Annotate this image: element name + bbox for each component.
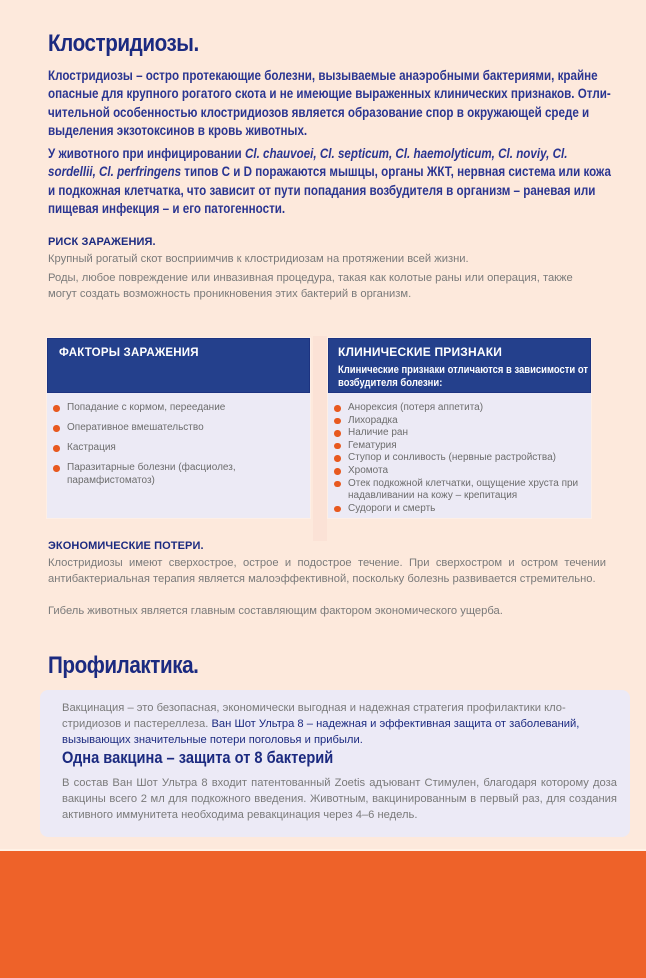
list-item <box>47 462 310 487</box>
bullet-icon <box>53 465 60 472</box>
bullet-icon <box>334 506 341 513</box>
list-item-text: Ступор и сонливость (нервные растройства) <box>348 452 556 464</box>
economic-paragraph-1: Клостридиозы имеют сверхострое, острое и подострое течение. При сверхостром и остром течении антибактериальная терапия является малоэффективной, поскольку болезнь развивается стремительно. <box>48 557 606 585</box>
factors-box-title: ФАКТОРЫ ЗАРАЖЕНИЯ <box>59 347 199 359</box>
species-list: Cl. chauvoei, Cl. septicum, Cl. haemolyticum, Cl. noviy, Cl. sordellii, Cl. perfringens <box>48 146 568 180</box>
list-item-text: Хромота <box>348 464 389 476</box>
bullet-icon <box>334 455 341 462</box>
prophylaxis-subtitle: Одна вакцина – защита от 8 бактерий <box>62 748 334 767</box>
list-item-text: Попадание с кормом, переедание <box>67 402 226 413</box>
list-item <box>47 422 310 435</box>
list-item <box>328 427 591 440</box>
prophylaxis-paragraph-2: В состав Ван Шот Ультра 8 входит патентованный Zoetis адъювант Стимулен, благодаря которому доза вакцины всего 2 мл для подкожного введения. Животным, вакцинированным в первый раз, для создания активного иммунитета необходима ревакцинация через 4–6 недель. <box>62 777 617 821</box>
bullet-icon <box>334 481 341 488</box>
prophylaxis-paragraph-1 <box>62 700 617 748</box>
vaccination-text: Вакцинация – это безопасная, экономически выгодная и надежная стратегия профилактики клостридиозов и пастереллеза. <box>62 702 566 730</box>
section-title-prophylaxis: Профилактика. <box>48 652 199 679</box>
risk-paragraph-2: Роды, любое повреждение или инвазивная процедура, такая как колотые раны или операция, также могут создать возможность проникновения этих бактерий в организм. <box>48 272 573 300</box>
list-item-text: Гематурия <box>348 439 397 451</box>
list-item <box>328 415 591 428</box>
clinical-signs-header <box>328 338 591 393</box>
list-item <box>328 452 591 465</box>
bullet-icon <box>334 468 341 475</box>
prophylaxis-card <box>40 690 630 837</box>
list-item <box>47 402 310 415</box>
clinical-signs-box <box>328 338 591 518</box>
list-item-text: Оперативное вмешательство <box>67 422 204 433</box>
factors-list <box>47 402 310 487</box>
list-item <box>328 402 591 415</box>
list-item-text: Отек подкожной клетчатки, ощущение хруста при надавливании на кожу – крепитация <box>348 477 579 502</box>
list-item-text: Лихорадка <box>348 414 398 426</box>
bullet-icon <box>53 425 60 432</box>
infection-prefix: У животного при инфицировании <box>48 146 245 161</box>
risk-paragraph-1: Крупный рогатый скот восприимчив к клостридиозам на протяжении всей жизни. <box>48 253 469 265</box>
list-item-text: Анорексия (потеря аппетита) <box>348 402 484 413</box>
list-item-text: Судороги и смерть <box>348 502 436 514</box>
risk-heading: РИСК ЗАРАЖЕНИЯ. <box>48 236 156 248</box>
bullet-icon <box>334 443 341 450</box>
bullet-icon <box>334 430 341 437</box>
clostridioses-infection-text <box>48 145 612 218</box>
list-item-text: Наличие ран <box>348 427 408 439</box>
list-item <box>47 442 310 455</box>
list-item-text: Кастрация <box>67 442 116 453</box>
list-item <box>328 478 591 503</box>
bullet-icon <box>334 405 341 412</box>
infection-suffix: типов С и D поражаются мышцы, органы ЖКТ, нервная система или кожа и подкожная клетчатка, что зависит от пути попадания возбудителя в организм – раневая или пищевая инфекция – и его патогенности. <box>48 164 611 216</box>
list-item <box>328 465 591 478</box>
clostridioses-intro: Клостридиозы – остро протекающие болезни, вызываемые анаэробными бактериями, крайне опасные для крупного рогатого скота и не имеющие выраженных клинических признаков. Отличительной особенностью клостридиозов является образование спор в окружающей среде и выделения экзотоксинов в кровь животных. <box>48 68 611 138</box>
section-title-clostridioses: Клостридиозы. <box>48 30 199 57</box>
clinical-signs-title: КЛИНИЧЕСКИЕ ПРИЗНАКИ <box>338 345 503 359</box>
bullet-icon <box>53 445 60 452</box>
column-divider <box>313 336 327 541</box>
list-item <box>328 440 591 453</box>
factors-box-header <box>47 338 310 393</box>
factors-box <box>47 338 310 518</box>
bullet-icon <box>53 405 60 412</box>
bullet-icon <box>334 418 341 425</box>
economic-heading: ЭКОНОМИЧЕСКИЕ ПОТЕРИ. <box>48 540 204 552</box>
list-item <box>328 503 591 516</box>
clinical-signs-list <box>328 402 591 515</box>
clinical-signs-subtitle: Клинические признаки отличаются в зависимости от возбудителя болезни: <box>338 364 589 389</box>
economic-paragraph-2: Гибель животных является главным составляющим фактором экономического ущерба. <box>48 605 503 617</box>
vaccine-highlight: Ван Шот Ультра 8 – надежная и эффективная защита от заболеваний, вызывающих значительные потери поголовья и прибыли. <box>62 718 580 746</box>
footer-band <box>0 851 646 978</box>
list-item-text: Паразитарные болезни (фасциолез, парамфистоматоз) <box>67 462 236 486</box>
